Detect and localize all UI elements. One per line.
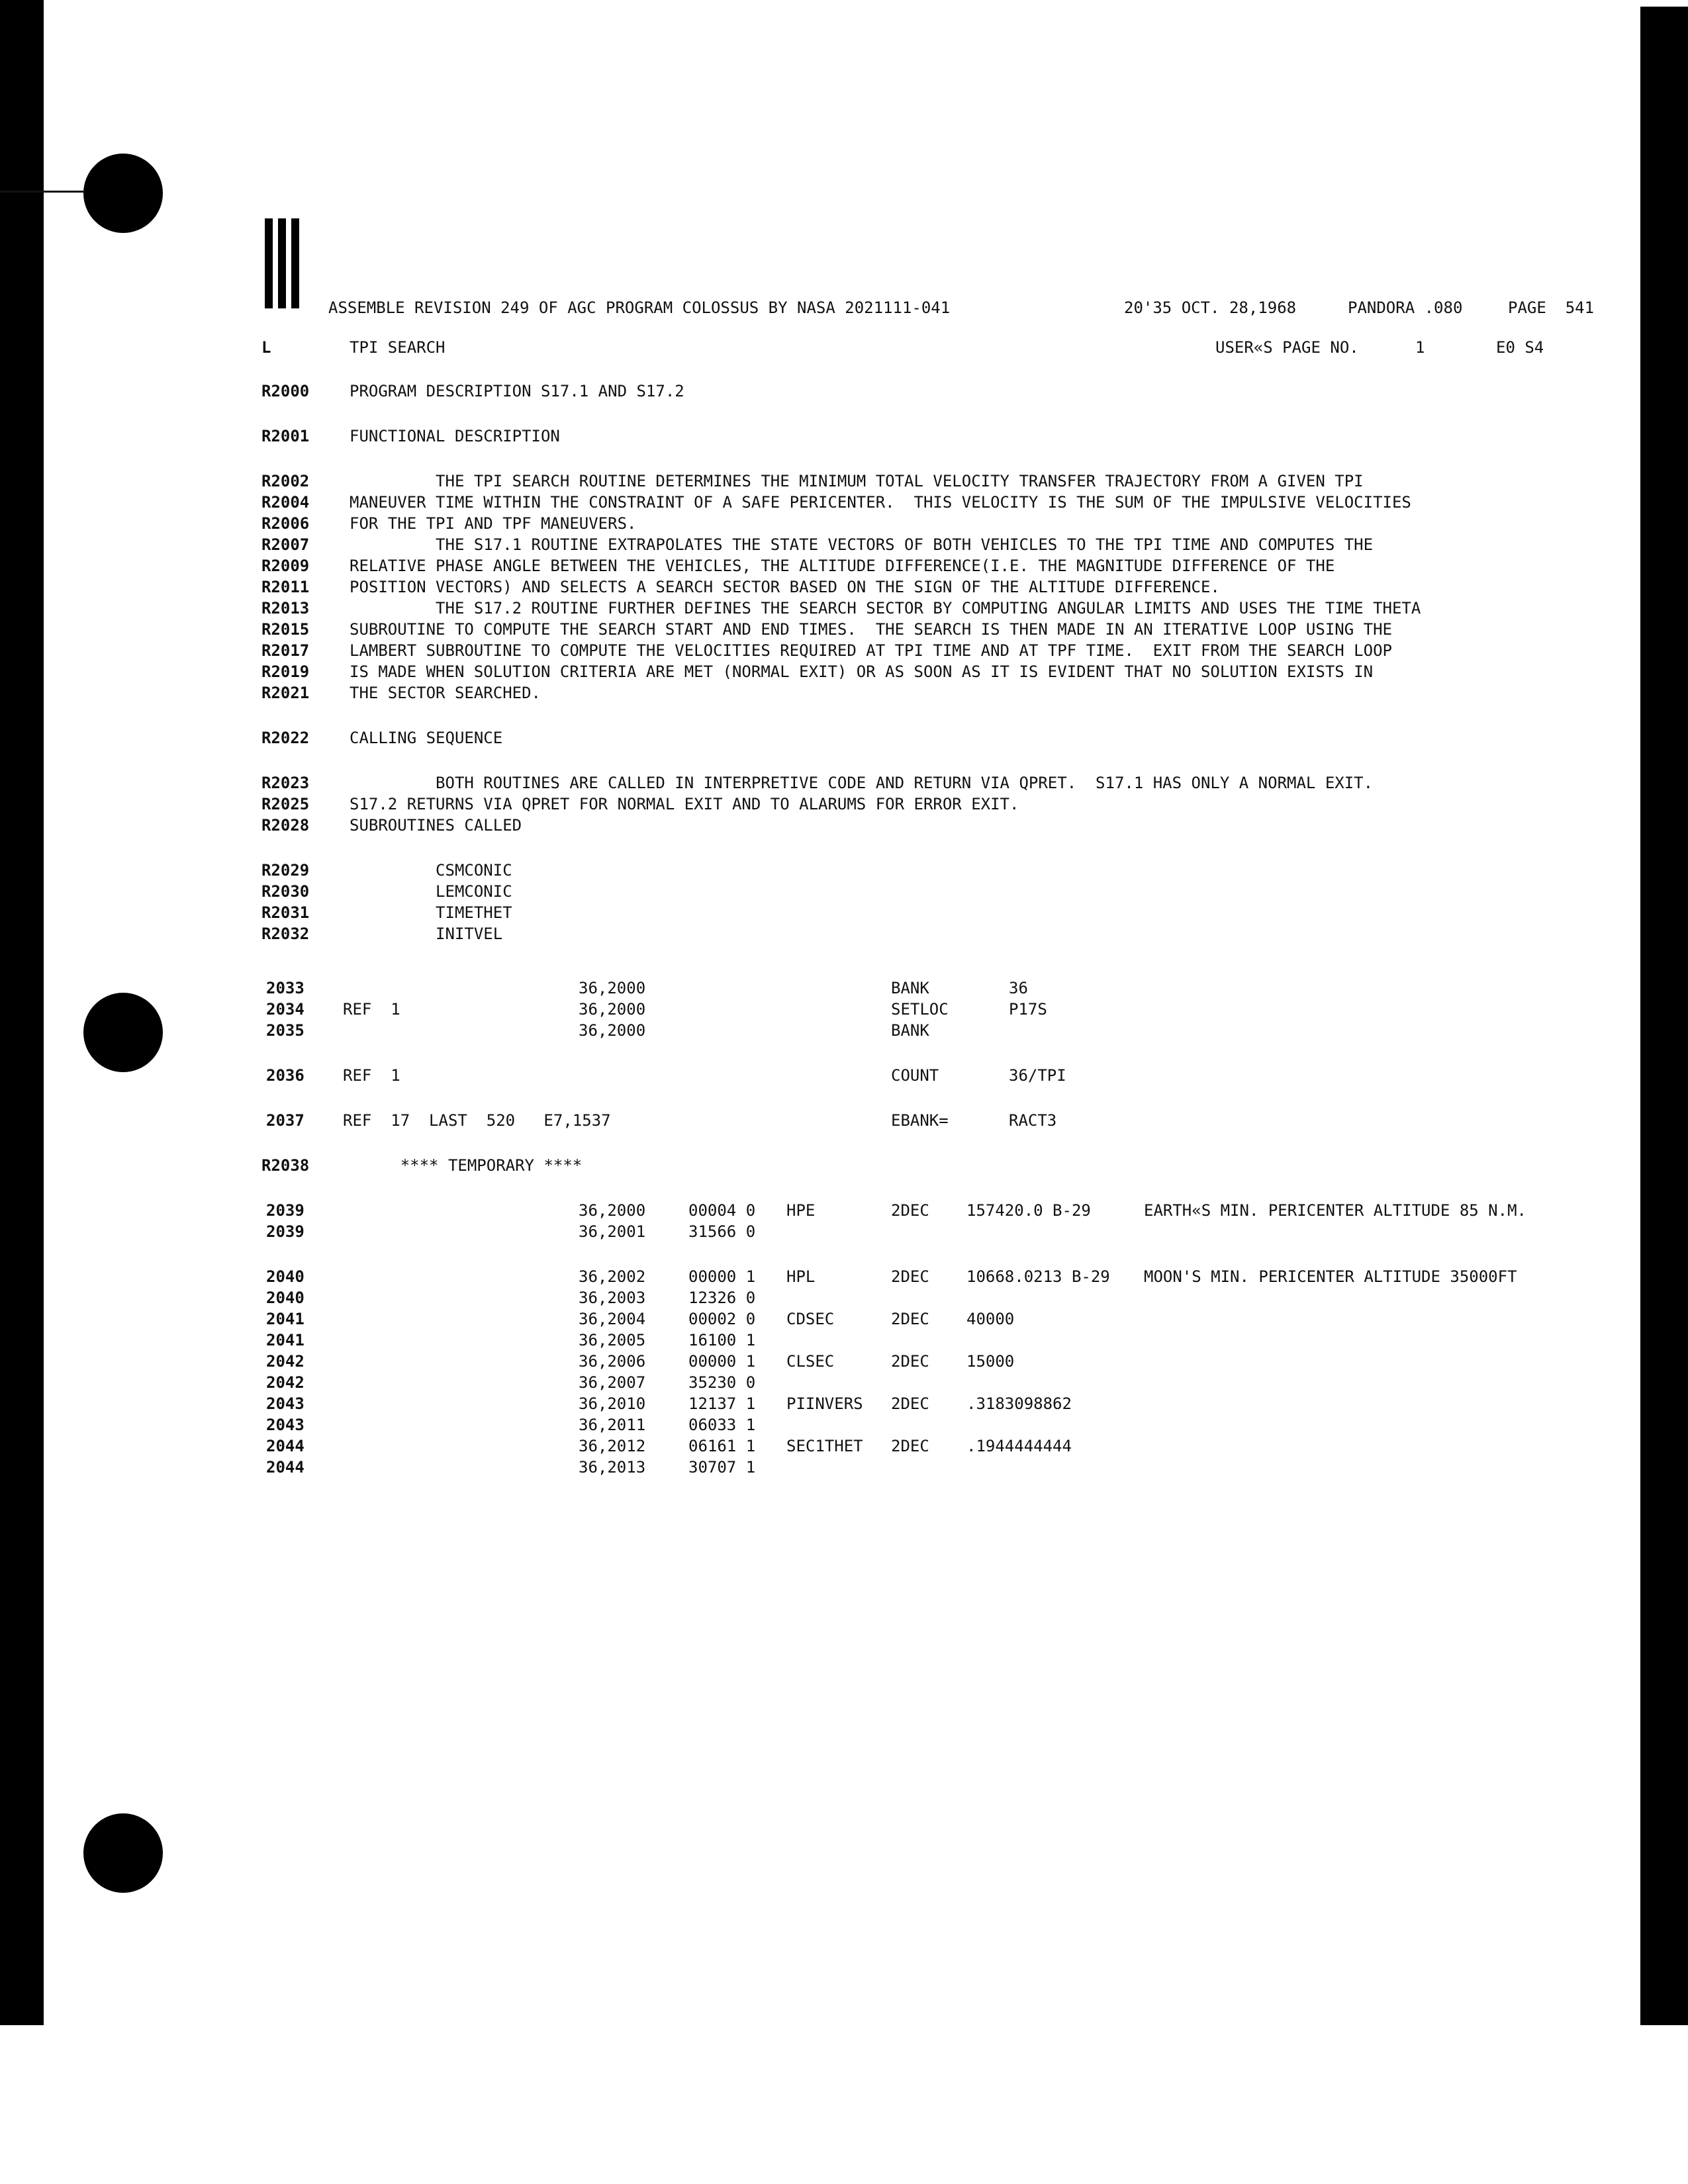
line-text: POSITION VECTORS) AND SELECTS A SEARCH SECTOR BASED ON THE SIGN OF THE ALTITUDE DIFFERENCE. [350,578,1220,596]
line-number: R2002 [261,472,310,490]
temporary-marker: **** TEMPORARY **** [343,1156,583,1175]
line-number: R2030 [261,882,310,901]
line-number: R2015 [261,620,310,639]
line-number: R2000 [261,382,310,400]
line-number: 2033 [266,979,305,997]
line-number: R2004 [261,493,310,512]
punch-hole-middle [83,993,163,1072]
line-number: R2017 [261,641,310,660]
address: 36,2000 [579,979,646,997]
printer-separator-mark [265,218,310,308]
operand: .1944444444 [966,1437,1072,1455]
assembly-datestamp: 20'35 OCT. 28,1968 [1124,298,1297,317]
line-number: R2031 [261,903,310,922]
line-text: PROGRAM DESCRIPTION S17.1 AND S17.2 [350,382,684,400]
octal-word: 35230 0 [688,1373,756,1392]
line-number: R2023 [261,774,310,792]
user-page-number: 1 [1415,338,1425,357]
line-number: 2035 [266,1021,305,1040]
address: 36,2000 [579,1000,646,1019]
opcode: BANK [891,1021,929,1040]
line-text: SUBROUTINES CALLED [350,816,522,835]
line-number: 2040 [266,1267,305,1286]
address: 36,2000 [579,1201,646,1220]
octal-word: 12137 1 [688,1394,756,1413]
reference: REF 1 [343,1000,400,1019]
punch-hole-top [83,154,163,233]
operand: 40000 [966,1310,1015,1328]
address: 36,2002 [579,1267,646,1286]
opcode: 2DEC [891,1310,929,1328]
opcode: 2DEC [891,1267,929,1286]
address: 36,2003 [579,1289,646,1307]
line-number: 2039 [266,1222,305,1241]
address: 36,2006 [579,1352,646,1371]
line-text: THE TPI SEARCH ROUTINE DETERMINES THE MINIMUM TOTAL VELOCITY TRANSFER TRAJECTORY FROM A GIVEN TPI [350,472,1364,490]
line-number: R2007 [261,535,310,554]
operand: 10668.0213 B-29 [966,1267,1110,1286]
punch-hole-bottom [83,1813,163,1893]
address: 36,2011 [579,1416,646,1434]
symbol-label: CDSEC [786,1310,835,1328]
opcode: 2DEC [891,1437,929,1455]
line-number: 2042 [266,1373,305,1392]
address: 36,2012 [579,1437,646,1455]
operand: RACT3 [1009,1111,1057,1130]
octal-word: 31566 0 [688,1222,756,1241]
line-number: R2025 [261,795,310,813]
address: 36,2001 [579,1222,646,1241]
line-text: CALLING SEQUENCE [350,729,503,747]
line-text: LAMBERT SUBROUTINE TO COMPUTE THE VELOCITIES REQUIRED AT TPI TIME AND AT TPF TIME. EXIT FROM THE SEARCH LOOP [350,641,1392,660]
octal-word: 06161 1 [688,1437,756,1455]
address: 36,2000 [579,1021,646,1040]
line-number: R2011 [261,578,310,596]
opcode: 2DEC [891,1352,929,1371]
address: 36,2005 [579,1331,646,1349]
line-text: SUBROUTINE TO COMPUTE THE SEARCH START AND END TIMES. THE SEARCH IS THEN MADE IN AN ITERATIVE LOOP USING THE [350,620,1392,639]
octal-word: 30707 1 [688,1458,756,1477]
user-page-label: USER«S PAGE NO. [1215,338,1359,357]
line-text: IS MADE WHEN SOLUTION CRITERIA ARE MET (NORMAL EXIT) OR AS SOON AS IT IS EVIDENT THAT NO SOLUTION EXISTS IN [350,662,1374,681]
operand: P17S [1009,1000,1047,1019]
line-number: 2044 [266,1458,305,1477]
scan-edge-mark [0,191,83,193]
line-number: R2013 [261,599,310,617]
address: 36,2010 [579,1394,646,1413]
assembly-tag: PANDORA .080 [1348,298,1463,317]
address: 36,2007 [579,1373,646,1392]
address: 36,2004 [579,1310,646,1328]
symbol-label: HPL [786,1267,816,1286]
opcode: BANK [891,979,929,997]
octal-word: 00000 1 [688,1352,756,1371]
line-text: TIMETHET [350,903,512,922]
opcode: EBANK= [891,1111,949,1130]
line-number: R2032 [261,925,310,943]
reference: REF 1 [343,1066,400,1085]
line-number: 2039 [266,1201,305,1220]
opcode: 2DEC [891,1201,929,1220]
line-number: R2022 [261,729,310,747]
octal-word: 12326 0 [688,1289,756,1307]
octal-word: 00000 1 [688,1267,756,1286]
line-text: INITVEL [350,925,503,943]
opcode: SETLOC [891,1000,949,1019]
scan-left-border [0,0,44,2025]
line-number: 2034 [266,1000,305,1019]
octal-word: 00004 0 [688,1201,756,1220]
line-text: BOTH ROUTINES ARE CALLED IN INTERPRETIVE CODE AND RETURN VIA QPRET. S17.1 HAS ONLY A NORMAL EXIT. [350,774,1374,792]
line-number: R2019 [261,662,310,681]
opcode: COUNT [891,1066,939,1085]
section-title: TPI SEARCH [350,338,445,357]
line-number: R2028 [261,816,310,835]
line-number: R2001 [261,427,310,445]
line-number: 2036 [266,1066,305,1085]
line-number: 2037 [266,1111,305,1130]
listing-kind: L [261,338,271,357]
operand: 15000 [966,1352,1015,1371]
line-text: THE SECTOR SEARCHED. [350,684,541,702]
opcode: 2DEC [891,1394,929,1413]
address: 36,2013 [579,1458,646,1477]
scan-right-border [1640,7,1688,2025]
line-text: RELATIVE PHASE ANGLE BETWEEN THE VEHICLES, THE ALTITUDE DIFFERENCE(I.E. THE MAGNITUDE DIFFERENCE OF THE [350,557,1335,575]
line-number: 2040 [266,1289,305,1307]
line-text: FUNCTIONAL DESCRIPTION [350,427,560,445]
operand: 157420.0 B-29 [966,1201,1091,1220]
line-text: S17.2 RETURNS VIA QPRET FOR NORMAL EXIT AND TO ALARUMS FOR ERROR EXIT. [350,795,1019,813]
operand: 36/TPI [1009,1066,1066,1085]
line-number: R2006 [261,514,310,533]
comment: EARTH«S MIN. PERICENTER ALTITUDE 85 N.M. [1144,1201,1526,1220]
symbol-label: HPE [786,1201,816,1220]
octal-word: 16100 1 [688,1331,756,1349]
line-number: 2043 [266,1416,305,1434]
octal-word: 06033 1 [688,1416,756,1434]
line-text: CSMCONIC [350,861,512,880]
operand: 36 [1009,979,1028,997]
ebank-code: E0 S4 [1496,338,1544,357]
line-number: R2038 [261,1156,310,1175]
line-number: 2041 [266,1331,305,1349]
line-text: THE S17.2 ROUTINE FURTHER DEFINES THE SEARCH SECTOR BY COMPUTING ANGULAR LIMITS AND USES THE TIME THETA [350,599,1421,617]
symbol-label: SEC1THET [786,1437,863,1455]
reference: REF 17 LAST 520 E7,1537 [343,1111,611,1130]
symbol-label: PIINVERS [786,1394,863,1413]
line-text: THE S17.1 ROUTINE EXTRAPOLATES THE STATE VECTORS OF BOTH VEHICLES TO THE TPI TIME AND COMPUTES THE [350,535,1374,554]
assembly-banner: ASSEMBLE REVISION 249 OF AGC PROGRAM COLOSSUS BY NASA 2021111-041 [328,298,951,317]
comment: MOON'S MIN. PERICENTER ALTITUDE 35000FT [1144,1267,1517,1286]
line-number: 2042 [266,1352,305,1371]
line-number: 2041 [266,1310,305,1328]
line-text: FOR THE TPI AND TPF MANEUVERS. [350,514,637,533]
line-number: 2043 [266,1394,305,1413]
octal-word: 00002 0 [688,1310,756,1328]
line-text: MANEUVER TIME WITHIN THE CONSTRAINT OF A SAFE PERICENTER. THIS VELOCITY IS THE SUM OF THE IMPULSIVE VELOCITIES [350,493,1411,512]
line-number: 2044 [266,1437,305,1455]
page-number: PAGE 541 [1508,298,1595,317]
line-number: R2021 [261,684,310,702]
line-number: R2029 [261,861,310,880]
line-number: R2009 [261,557,310,575]
operand: .3183098862 [966,1394,1072,1413]
line-text: LEMCONIC [350,882,512,901]
symbol-label: CLSEC [786,1352,835,1371]
